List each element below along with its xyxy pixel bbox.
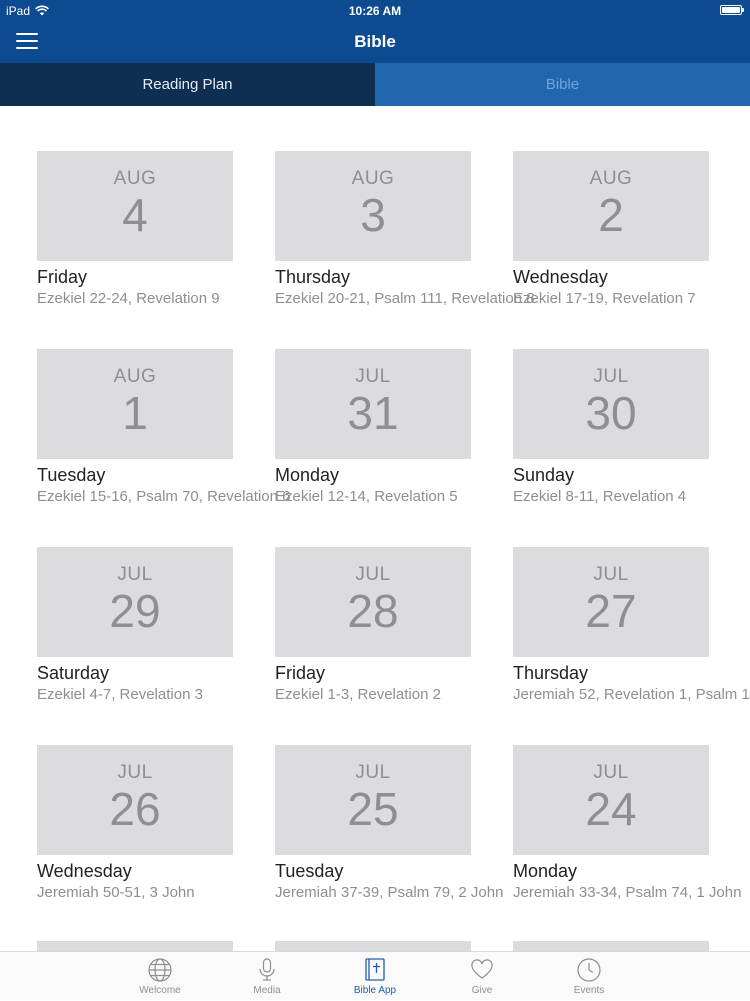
date-day: 26	[109, 783, 161, 835]
segmented-control	[0, 63, 750, 106]
card-reading: Ezekiel 1-3, Revelation 2	[275, 686, 441, 703]
card-weekday: Tuesday	[37, 465, 106, 485]
card-reading: Jeremiah 37-39, Psalm 79, 2 John	[275, 884, 504, 901]
date-day: 28	[347, 585, 399, 637]
tab-bible-app[interactable]	[325, 952, 425, 1001]
date-tile	[37, 349, 233, 459]
clock-icon	[576, 957, 602, 983]
tab-welcome[interactable]	[110, 952, 210, 1001]
reading-plan-card[interactable]	[275, 745, 504, 902]
heart-icon	[469, 957, 495, 983]
reading-plan-card[interactable]	[513, 745, 742, 902]
date-tile	[37, 547, 233, 657]
date-day: 29	[109, 585, 161, 637]
reading-plan-card[interactable]	[37, 547, 233, 704]
card-weekday: Wednesday	[37, 861, 132, 881]
card-reading: Ezekiel 17-19, Revelation 7	[513, 290, 696, 307]
tab-events[interactable]	[539, 952, 639, 1001]
reading-plan-card[interactable]	[37, 151, 233, 308]
date-month: JUL	[593, 564, 629, 585]
date-day: 4	[122, 189, 148, 241]
date-tile	[275, 745, 471, 855]
reading-plan-card[interactable]	[275, 151, 535, 308]
card-weekday: Wednesday	[513, 267, 608, 287]
card-weekday: Thursday	[275, 267, 351, 287]
date-tile	[275, 349, 471, 459]
reading-plan-card[interactable]	[37, 349, 291, 506]
battery-icon	[720, 5, 742, 15]
card-reading: Ezekiel 8-11, Revelation 4	[513, 488, 687, 505]
tab-give-label: Give	[471, 985, 493, 996]
date-tile	[275, 547, 471, 657]
date-day: 2	[598, 189, 624, 241]
date-month: JUL	[355, 366, 391, 387]
tab-reading-plan[interactable]: Reading Plan	[0, 63, 375, 106]
tab-bible-app-label: Bible App	[353, 985, 397, 996]
status-bar	[0, 0, 750, 20]
card-weekday: Monday	[275, 465, 340, 485]
date-tile	[513, 745, 709, 855]
date-tile	[513, 151, 709, 261]
date-tile	[513, 547, 709, 657]
card-reading: Jeremiah 50-51, 3 John	[37, 884, 195, 901]
date-tile	[513, 349, 709, 459]
card-reading: Jeremiah 33-34, Psalm 74, 1 John	[513, 884, 742, 901]
date-day: 3	[360, 189, 386, 241]
reading-plan-card[interactable]	[513, 547, 750, 704]
navigation-bar	[0, 0, 750, 63]
date-tile	[275, 151, 471, 261]
date-tile	[37, 745, 233, 855]
date-month: JUL	[117, 762, 153, 783]
tab-events-label: Events	[573, 985, 605, 996]
card-reading: Ezekiel 22-24, Revelation 9	[37, 290, 220, 307]
bottom-tab-bar	[0, 951, 750, 1000]
reading-plan-grid	[0, 106, 750, 951]
reading-plan-card[interactable]	[513, 349, 709, 506]
reading-plan-card[interactable]	[37, 745, 233, 902]
microphone-icon	[254, 957, 280, 983]
date-day: 27	[585, 585, 637, 637]
card-reading: Jeremiah 52, Revelation 1, Psalm 1	[513, 686, 750, 703]
date-month: JUL	[117, 564, 153, 585]
bible-icon	[362, 957, 388, 983]
tab-media[interactable]	[217, 952, 317, 1001]
card-reading: Ezekiel 4-7, Revelation 3	[37, 686, 203, 703]
date-tile	[37, 151, 233, 261]
card-reading: Ezekiel 15-16, Psalm 70, Revelation 6	[37, 488, 291, 505]
date-month: AUG	[113, 168, 157, 189]
card-weekday: Monday	[513, 861, 578, 881]
reading-plan-card[interactable]	[275, 349, 471, 506]
reading-plan-card[interactable]	[513, 151, 709, 308]
date-day: 30	[585, 387, 637, 439]
date-day: 24	[585, 783, 637, 835]
page-title: Bible	[354, 32, 396, 51]
card-reading: Ezekiel 20-21, Psalm 111, Revelation 8	[275, 290, 535, 307]
card-weekday: Friday	[37, 267, 88, 287]
tab-give[interactable]	[432, 952, 532, 1001]
globe-icon	[147, 957, 173, 983]
card-reading: Ezekiel 12-14, Revelation 5	[275, 488, 458, 505]
date-month: JUL	[593, 762, 629, 783]
date-month: JUL	[355, 564, 391, 585]
status-time: 10:26 AM	[348, 4, 402, 18]
card-weekday: Saturday	[37, 663, 110, 683]
date-month: AUG	[113, 366, 157, 387]
date-month: AUG	[589, 168, 633, 189]
tab-media-label: Media	[253, 985, 281, 996]
date-day: 31	[347, 387, 399, 439]
card-weekday: Friday	[275, 663, 326, 683]
card-weekday: Thursday	[513, 663, 589, 683]
date-month: JUL	[593, 366, 629, 387]
date-day: 1	[122, 387, 148, 439]
card-weekday: Sunday	[513, 465, 575, 485]
date-month: AUG	[351, 168, 395, 189]
tab-welcome-label: Welcome	[139, 985, 181, 996]
carrier-label: iPad	[6, 4, 31, 18]
date-day: 25	[347, 783, 399, 835]
tab-bible[interactable]: Bible	[375, 63, 750, 106]
card-weekday: Tuesday	[275, 861, 344, 881]
reading-plan-card[interactable]	[275, 547, 471, 704]
date-month: JUL	[355, 762, 391, 783]
